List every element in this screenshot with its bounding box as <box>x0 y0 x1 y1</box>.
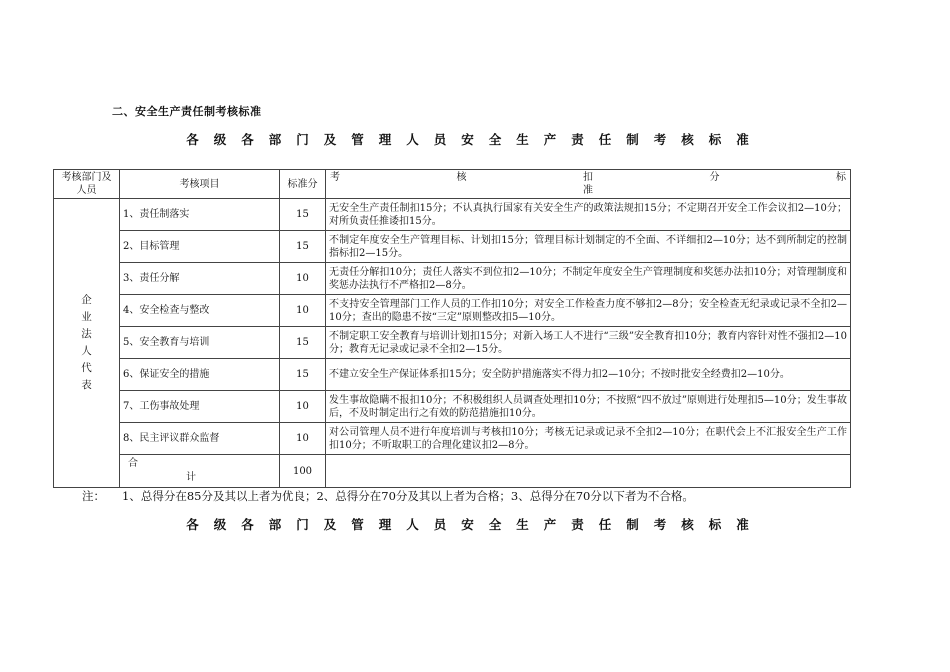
total-row <box>54 455 851 488</box>
total-score: 100 <box>280 455 326 488</box>
main-title: 各级各部门及管理人员安全生产责任制考核标准 <box>186 132 764 147</box>
dept-name: 企业法人代表 <box>81 294 92 391</box>
note-label: 注： <box>82 489 105 503</box>
header-standard-char: 核 <box>456 172 467 183</box>
row-standard: 对公司管理人员不进行年度培训与考核扣10分；考核无记录或记录不全扣2—10分；在职代会上不汇报安全生产工作扣10分；不听取职工的合理化建议扣2—8分。 <box>326 423 851 455</box>
table-row <box>54 199 851 231</box>
header-score: 标准分 <box>280 170 326 199</box>
row-item: 3、责任分解 <box>120 263 280 295</box>
row-item: 6、保证安全的措施 <box>120 359 280 391</box>
total-label-b: 计 <box>186 472 196 483</box>
row-score: 10 <box>280 391 326 423</box>
row-item: 2、目标管理 <box>120 231 280 263</box>
total-label-cell <box>120 455 280 488</box>
header-standard <box>326 170 851 199</box>
row-item: 5、安全教育与培训 <box>120 327 280 359</box>
section-title: 二、安全生产责任制考核标准 <box>112 105 262 118</box>
header-standard-char: 考 <box>330 172 340 183</box>
table-row <box>54 327 851 359</box>
header-standard-char: 扣 <box>583 172 593 183</box>
header-item: 考核项目 <box>120 170 280 199</box>
row-score: 15 <box>280 231 326 263</box>
table-header-row <box>54 170 851 199</box>
row-standard: 不建立安全生产保证体系扣15分；安全防护措施落实不得力扣2—10分；不按时批安全经费扣2—10分。 <box>326 359 851 391</box>
header-standard-char: 分 <box>709 172 720 183</box>
main-title-repeat: 各级各部门及管理人员安全生产责任制考核标准 <box>186 517 764 532</box>
total-label-a: 合 <box>128 458 138 469</box>
table-row <box>54 295 851 327</box>
row-item: 7、工伤事故处理 <box>120 391 280 423</box>
row-score: 15 <box>280 199 326 231</box>
table-row <box>54 391 851 423</box>
table-row <box>54 359 851 391</box>
row-standard: 不支持安全管理部门工作人员的工作扣10分；对安全工作检查力度不够扣2—8分；安全检查无纪录或记录不全扣2—10分；查出的隐患不按“三定”原则整改扣5—10分。 <box>326 295 851 327</box>
row-score: 10 <box>280 295 326 327</box>
row-score: 10 <box>280 263 326 295</box>
row-score: 10 <box>280 423 326 455</box>
table-row <box>54 263 851 295</box>
row-standard: 无安全生产责任制扣15分；不认真执行国家有关安全生产的政策法规扣15分；不定期召开安全工作会议扣2—10分；对所负责任推诿扣15分。 <box>326 199 851 231</box>
note <box>82 488 694 504</box>
row-score: 15 <box>280 359 326 391</box>
row-standard: 发生事故隐瞒不报扣10分；不积极组织人员调查处理扣10分；不按照“四不放过”原则进行处理扣5—10分；发生事故后，不及时制定出行之有效的防范措施扣10分。 <box>326 391 851 423</box>
assessment-table <box>53 169 851 488</box>
header-standard-char: 标 <box>836 172 846 183</box>
header-dept: 考核部门及人员 <box>54 170 120 199</box>
row-item: 1、责任制落实 <box>120 199 280 231</box>
total-standard-empty <box>326 455 851 488</box>
row-item: 8、民主评议群众监督 <box>120 423 280 455</box>
header-standard-spread <box>330 171 846 184</box>
row-score: 15 <box>280 327 326 359</box>
table-row <box>54 231 851 263</box>
note-text: 1、总得分在85分及其以上者为优良；2、总得分在70分及其以上者为合格；3、总得分在70分以下者为不合格。 <box>122 489 694 503</box>
row-standard: 不制定年度安全生产管理目标、计划扣15分；管理目标计划制定的不全面、不详细扣2—10分；达不到所制定的控制指标扣2—15分。 <box>326 231 851 263</box>
row-item: 4、安全检查与整改 <box>120 295 280 327</box>
row-standard: 无责任分解扣10分；责任人落实不到位扣2—10分；不制定年度安全生产管理制度和奖惩办法扣10分；对管理制度和奖惩办法执行不严格扣2—8分。 <box>326 263 851 295</box>
header-standard-tail: 准 <box>583 185 593 196</box>
table-row <box>54 423 851 455</box>
dept-cell <box>54 199 120 488</box>
row-standard: 不制定职工安全教育与培训计划扣15分；对新入场工人不进行“三级”安全教育扣10分；教育内容针对性不强扣2—10分；教育无记录或记录不全扣2—15分。 <box>326 327 851 359</box>
